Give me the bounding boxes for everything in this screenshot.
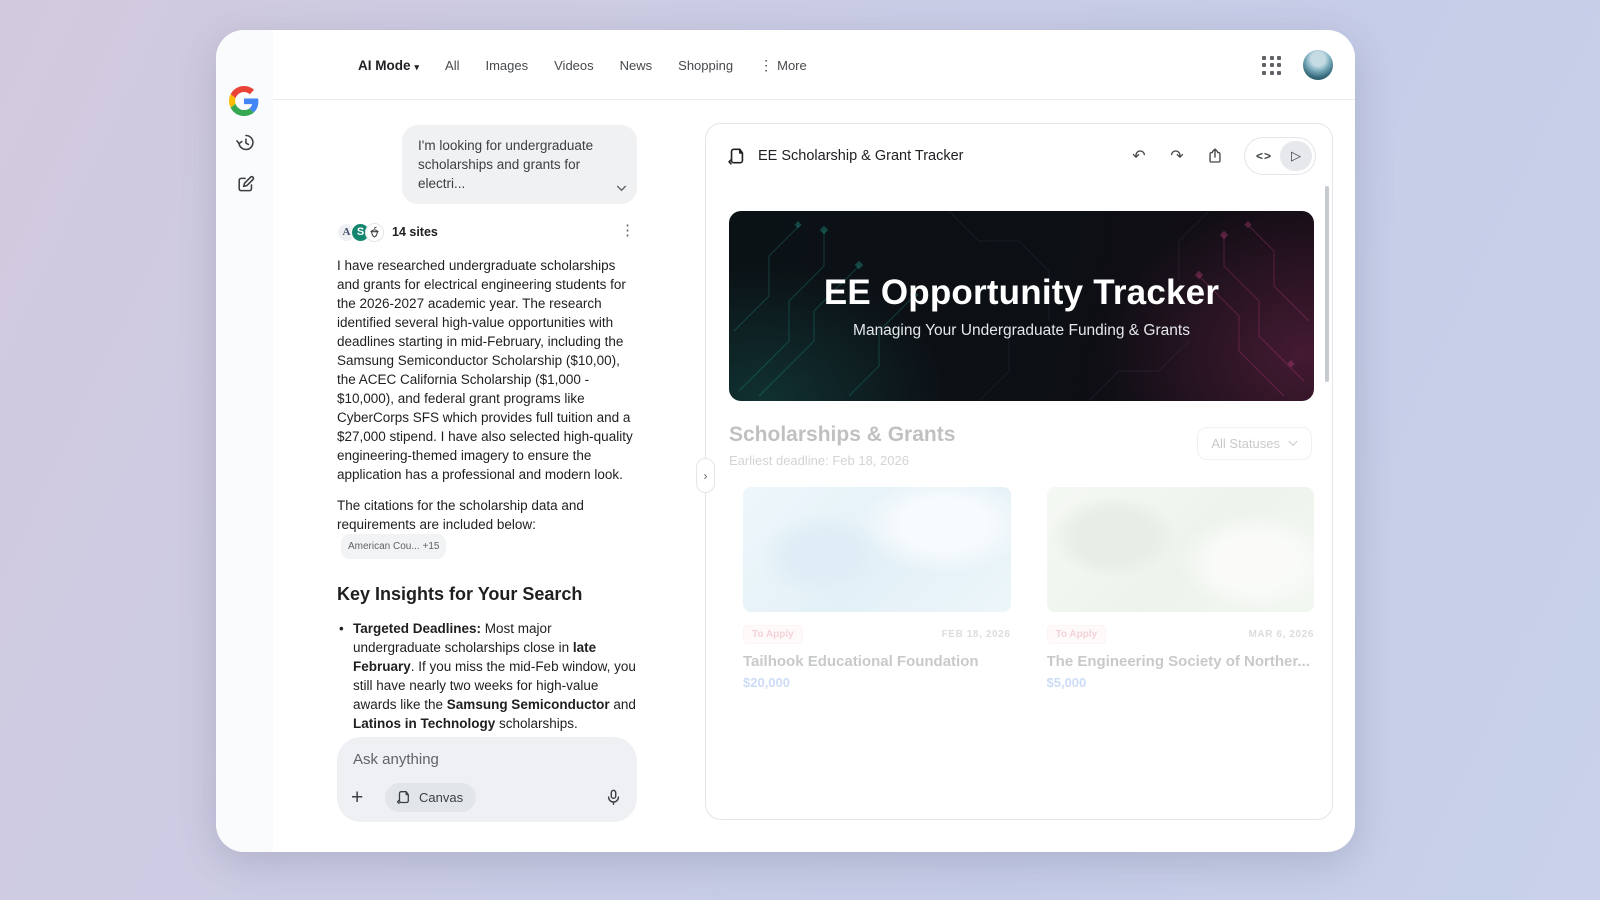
status-badge: To Apply [1047,625,1107,644]
hero-banner [729,211,1314,401]
google-apps-icon[interactable] [1262,56,1281,75]
canvas-doc-icon [395,789,412,806]
canvas-panel-body [706,188,1332,819]
code-view-icon[interactable]: <> [1255,149,1272,163]
user-query-bubble[interactable] [402,125,637,204]
tab-videos[interactable]: Videos [554,57,594,73]
chat-column [337,125,637,737]
card-title: Tailhook Educational Foundation [743,653,979,670]
google-logo[interactable] [229,86,259,116]
chevron-down-icon [1288,440,1298,447]
more-kebab-icon: ⋮ [759,56,774,73]
canvas-title: EE Scholarship & Grant Tracker [758,148,964,164]
citations-line: The citations for the scholarship data and requirements are included below:American Cou... +15 [337,496,637,559]
tab-shopping[interactable]: Shopping [678,57,734,73]
scholarship-card[interactable] [743,487,1011,690]
source-favicon-acorn-icon [365,223,384,242]
section-heading: Scholarships & Grants [729,423,956,446]
redo-icon[interactable]: ↷ [1170,148,1184,165]
card-amount: $20,000 [743,675,790,690]
tab-all[interactable]: All [445,57,460,73]
code-preview-toggle [1244,137,1316,175]
user-query-text: I'm looking for undergraduate scholarships and grants for electri... [418,138,594,191]
citation-chip[interactable]: American Cou... +15 [341,534,446,559]
banner-title: EE Opportunity Tracker [823,272,1220,312]
card-title: The Engineering Society of Norther... [1046,653,1310,670]
canvas-chip-button[interactable]: Canvas [385,783,476,812]
card-deadline: MAR 6, 2026 [1248,629,1314,640]
status-filter-dropdown[interactable]: All Statuses [1197,427,1312,460]
panel-collapse-handle[interactable]: › [696,458,715,493]
ai-mode-caret-icon: ▾ [414,61,420,72]
banner-subtitle: Managing Your Undergraduate Funding & Grants [853,321,1190,339]
tab-ai-mode[interactable]: AI Mode ▾ [358,57,420,73]
attach-plus-button[interactable]: + [351,785,364,809]
ask-input-placeholder[interactable]: Ask anything [353,751,439,768]
section-deadline: Earliest deadline: Feb 18, 2026 [729,453,909,468]
preview-play-icon[interactable]: ▷ [1280,141,1312,171]
insights-list [337,619,637,737]
insight-bullet: • Targeted Deadlines: Most major undergraduate scholarships close in late February. If you miss the mid-Feb window, you still have nearly two weeks for high-value awards like the Samsung Semiconductor and Latinos in Technology scholarships. [337,619,637,733]
top-nav [273,30,1355,100]
card-image [1047,487,1315,612]
history-icon[interactable] [231,128,259,156]
card-image [743,487,1011,612]
source-favicon-s: S [351,223,370,242]
panel-scrollbar[interactable] [1325,186,1329,382]
tab-news[interactable]: News [619,57,653,73]
compose-icon[interactable] [231,170,259,198]
status-badge: To Apply [743,625,803,644]
canvas-doc-icon [726,146,747,167]
undo-icon[interactable]: ↶ [1132,148,1146,165]
response-paragraph: I have researched undergraduate scholarships and grants for electrical engineering students for the 2026-2027 academic year. The research identified several high-value opportunities with deadlines starting in mid-February, including the Samsung Semiconductor Scholarship ($10,00), the ACEC California Scholarship ($1,000 - $10,000), and federal grant programs like CyberCorps SFS which provides full tuition and a $27,000 stipend. I have also selected high-quality engineering-themed imagery to ensure the application has a professional and modern look. [337,258,633,482]
user-avatar[interactable] [1303,50,1333,80]
search-tabs [358,30,807,100]
tab-images[interactable]: Images [485,57,529,73]
loading-section [706,401,1332,819]
canvas-panel [705,123,1333,820]
insights-heading: Key Insights for Your Search [337,584,583,604]
source-favicon-a: A [337,223,356,242]
share-icon[interactable] [1200,141,1230,171]
source-favicons [337,223,384,242]
ask-input-box[interactable] [337,737,637,822]
card-amount: $5,000 [1046,675,1087,690]
left-rail [216,30,273,852]
card-deadline: FEB 18, 2026 [941,629,1011,640]
query-expand-chevron-icon[interactable] [616,185,627,192]
app-window [216,30,1355,852]
sources-row[interactable] [337,221,637,243]
tab-more[interactable]: ⋮ More [759,56,807,73]
scholarship-card[interactable] [1047,487,1315,690]
response-menu-icon[interactable]: ⋮ [620,222,635,239]
sources-count-label: 14 sites [392,224,438,239]
microphone-icon[interactable] [604,788,623,807]
canvas-panel-header [706,124,1332,188]
